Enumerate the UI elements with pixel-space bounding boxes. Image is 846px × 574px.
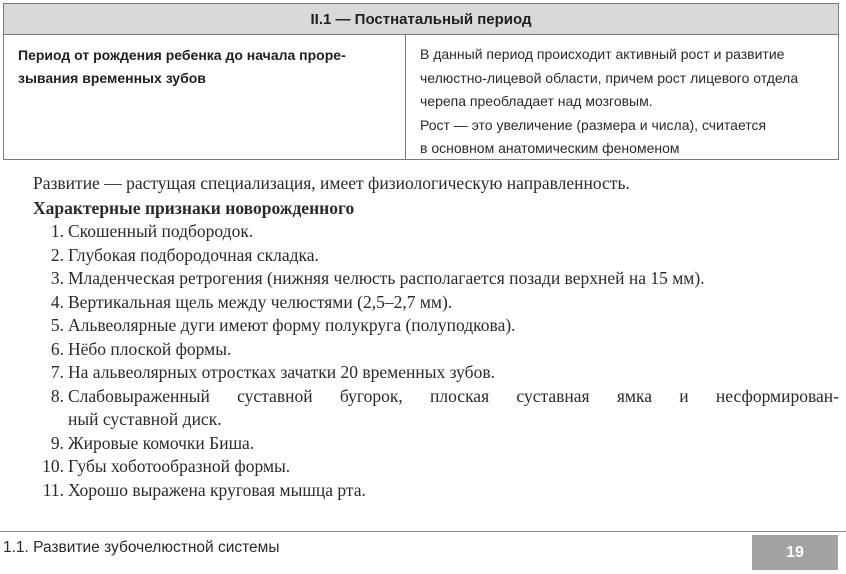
list-item-number: 9.: [50, 432, 64, 453]
list-item-number: 8.: [50, 385, 64, 406]
list-item-text: Нёбо плоской формы.: [68, 338, 232, 359]
list-item: [33, 432, 839, 456]
list-item-number: 1.: [50, 221, 64, 241]
table-header: II.1 — Постнатальный период: [4, 4, 838, 35]
main-text: [33, 172, 839, 502]
period-definition-line: зывания временных зубов: [18, 70, 206, 86]
list-item-text: Губы хоботообразной формы.: [68, 456, 291, 476]
list-item-number: 7.: [50, 362, 64, 382]
period-description-line: В данный период происходит активный рост и развитие: [420, 46, 785, 62]
list-item-text: [64, 385, 839, 432]
list-item-text-line: Слабовыраженный суставной бугорок, плоская суставная ямка и несформирован-: [68, 385, 839, 406]
list-item: [33, 479, 839, 503]
footer-section-title: 1.1. Развитие зубочелюстной системы: [3, 539, 280, 556]
period-description-line: черепа преобладает над мозговым.: [420, 93, 653, 109]
list-item-text: Глубокая подбородочная складка.: [68, 244, 319, 265]
list-item-number: 11.: [42, 479, 64, 500]
list-item: [33, 455, 839, 479]
page-number: 19: [752, 535, 838, 570]
list-item-text: На альвеолярных отростках зачатки 20 временных зубов.: [68, 362, 495, 382]
list-item-text: Хорошо выражена круговая мышца рта.: [68, 479, 366, 500]
list-item-number: 6.: [50, 338, 64, 359]
list-item-text: Вертикальная щель между челюстями (2,5–2,7 мм).: [68, 291, 453, 312]
info-table: [3, 3, 839, 160]
footer-divider: [0, 531, 846, 532]
list-item: [33, 220, 839, 244]
period-description-line: Рост — это увеличение (размера и числа), считается: [420, 116, 767, 133]
period-definition-cell: [4, 35, 406, 160]
section-heading: Характерные признаки новорожденного: [33, 197, 355, 218]
list-item: [33, 385, 839, 432]
list-item-text: Альвеолярные дуги имеют форму полукруга (полуподкова).: [68, 315, 516, 335]
list-item-text-line: ный суставной диск.: [68, 409, 222, 429]
list-item-number: 4.: [50, 291, 64, 312]
list-item-number: 10.: [42, 456, 64, 476]
period-description-line: челюстно-лицевой области, причем рост лицевого отдела: [420, 69, 799, 86]
list-item-number: 3.: [50, 268, 64, 288]
period-definition-line: Период от рождения ребенка до начала проре-: [18, 47, 346, 63]
list-item: [33, 291, 839, 315]
intro-paragraph: Развитие — растущая специализация, имеет физиологическую направленность.: [33, 173, 630, 193]
list-item-text: Младенческая ретрогения (нижняя челюсть располагается позади верхней на 15 мм).: [68, 268, 705, 288]
list-item: [33, 244, 839, 268]
list-item: [33, 361, 839, 385]
list-item-number: 5.: [50, 315, 64, 335]
list-item-number: 2.: [50, 244, 64, 265]
list-item: [33, 338, 839, 362]
list-item-text: Скошенный подбородок.: [68, 221, 254, 241]
list-item: [33, 314, 839, 338]
period-description-line: в основном анатомическим феноменом: [420, 140, 680, 156]
list-item-text: Жировые комочки Биша.: [68, 432, 255, 453]
table-row: [4, 35, 838, 160]
list-item: [33, 267, 839, 291]
period-description-cell: [406, 35, 838, 160]
